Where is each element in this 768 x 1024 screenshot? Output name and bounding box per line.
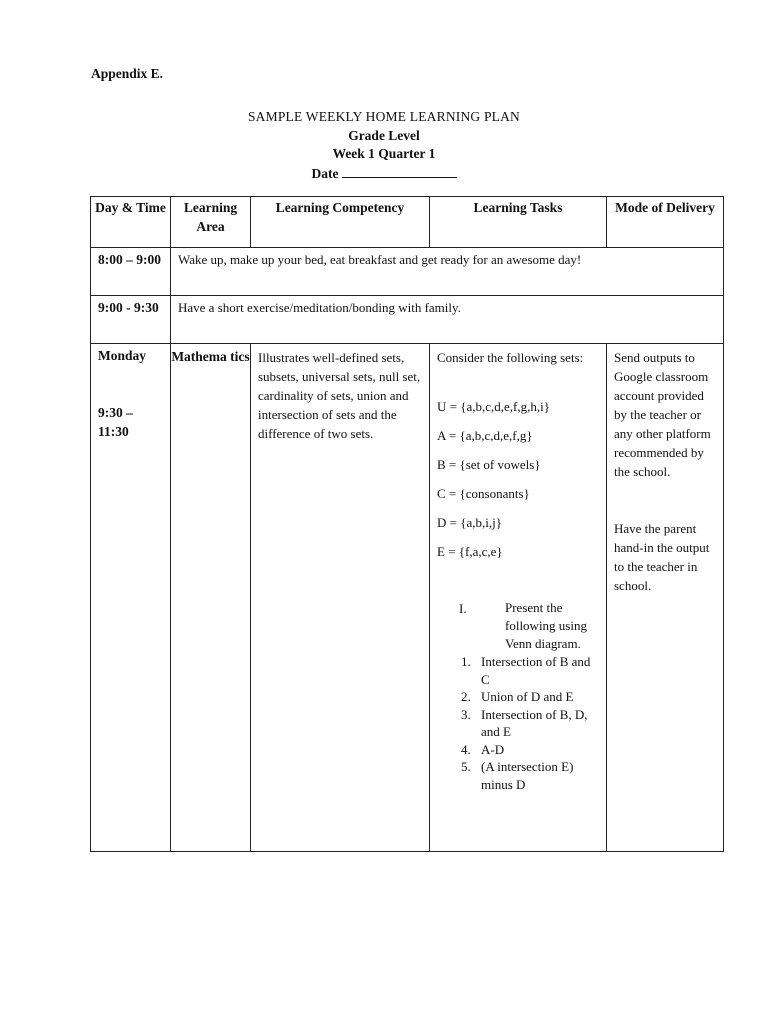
item-text: (A intersection E) minus D xyxy=(481,759,574,792)
plan-title: SAMPLE WEEKLY HOME LEARNING PLAN xyxy=(247,109,521,124)
activity-cell: Have a short exercise/meditation/bonding with family. xyxy=(171,296,724,344)
header-row xyxy=(91,197,724,248)
appendix-label: Appendix E. xyxy=(91,66,164,81)
competency-cell: Illustrates well-defined sets, subsets, universal sets, null set, cardinality of sets, union and intersection of sets and the difference of two sets. xyxy=(251,344,430,852)
learning-plan-table xyxy=(90,196,724,852)
item-number: 5. xyxy=(461,759,471,774)
item-text: A-D xyxy=(481,741,505,757)
delivery-cell xyxy=(607,344,724,852)
set-b: B = {set of vowels} xyxy=(437,457,541,472)
tasks-intro: Consider the following sets: xyxy=(437,350,584,365)
item-number: 3. xyxy=(461,706,471,722)
header-learning-tasks: Learning Tasks xyxy=(430,197,607,248)
set-e: E = {f,a,c,e} xyxy=(437,544,503,559)
table-row xyxy=(91,248,724,296)
set-u: U = {a,b,c,d,e,f,g,h,i} xyxy=(437,399,550,414)
title-block xyxy=(0,108,768,183)
time-cell: 9:00 - 9:30 xyxy=(91,296,171,344)
list-item xyxy=(461,758,600,793)
tasks-cell xyxy=(430,344,607,852)
delivery-text-2: Have the parent hand-in the output to the teacher in school. xyxy=(614,521,710,593)
header-learning-competency: Learning Competency xyxy=(251,197,430,248)
header-learning-area: Learning Area xyxy=(171,197,251,248)
item-number: 4. xyxy=(461,741,471,757)
monday-row xyxy=(91,344,724,852)
item-text: Union of D and E xyxy=(481,689,574,704)
set-c: C = {consonants} xyxy=(437,486,530,501)
date-blank-line xyxy=(342,164,457,178)
grade-level: Grade Level xyxy=(348,127,420,143)
header-mode-of-delivery: Mode of Delivery xyxy=(607,197,724,248)
learning-area-cell: Mathema tics xyxy=(171,344,251,852)
time-label: 9:30 – 11:30 xyxy=(98,405,133,439)
delivery-text-1: Send outputs to Google classroom account provided by the teacher or any other platform recommended by the school. xyxy=(614,350,711,479)
day-label: Monday xyxy=(98,348,147,363)
item-text: Intersection of B and C xyxy=(481,654,591,687)
list-item xyxy=(461,688,600,706)
set-d: D = {a,b,i,j} xyxy=(437,515,502,530)
header-day-time: Day & Time xyxy=(91,197,171,248)
table-row xyxy=(91,296,724,344)
date-label: Date xyxy=(311,165,339,181)
list-item xyxy=(461,706,600,741)
item-number: 2. xyxy=(461,689,471,704)
item-text: Intersection of B, D, and E xyxy=(481,706,588,739)
day-time-cell xyxy=(91,344,171,852)
task-list xyxy=(437,653,600,793)
time-cell: 8:00 – 9:00 xyxy=(91,248,171,296)
delivery-gap xyxy=(614,481,717,519)
date-field xyxy=(0,164,768,184)
activity-cell: Wake up, make up your bed, eat breakfast and get ready for an awesome day! xyxy=(171,248,724,296)
item-number: 1. xyxy=(461,654,471,669)
roman-text: Present the following using Venn diagram. xyxy=(505,600,587,651)
roman-item xyxy=(459,599,600,653)
week-quarter: Week 1 Quarter 1 xyxy=(332,146,436,161)
set-a: A = {a,b,c,d,e,f,g} xyxy=(437,428,533,443)
list-item xyxy=(461,741,600,759)
list-item xyxy=(461,653,600,688)
roman-numeral: I. xyxy=(459,601,467,616)
